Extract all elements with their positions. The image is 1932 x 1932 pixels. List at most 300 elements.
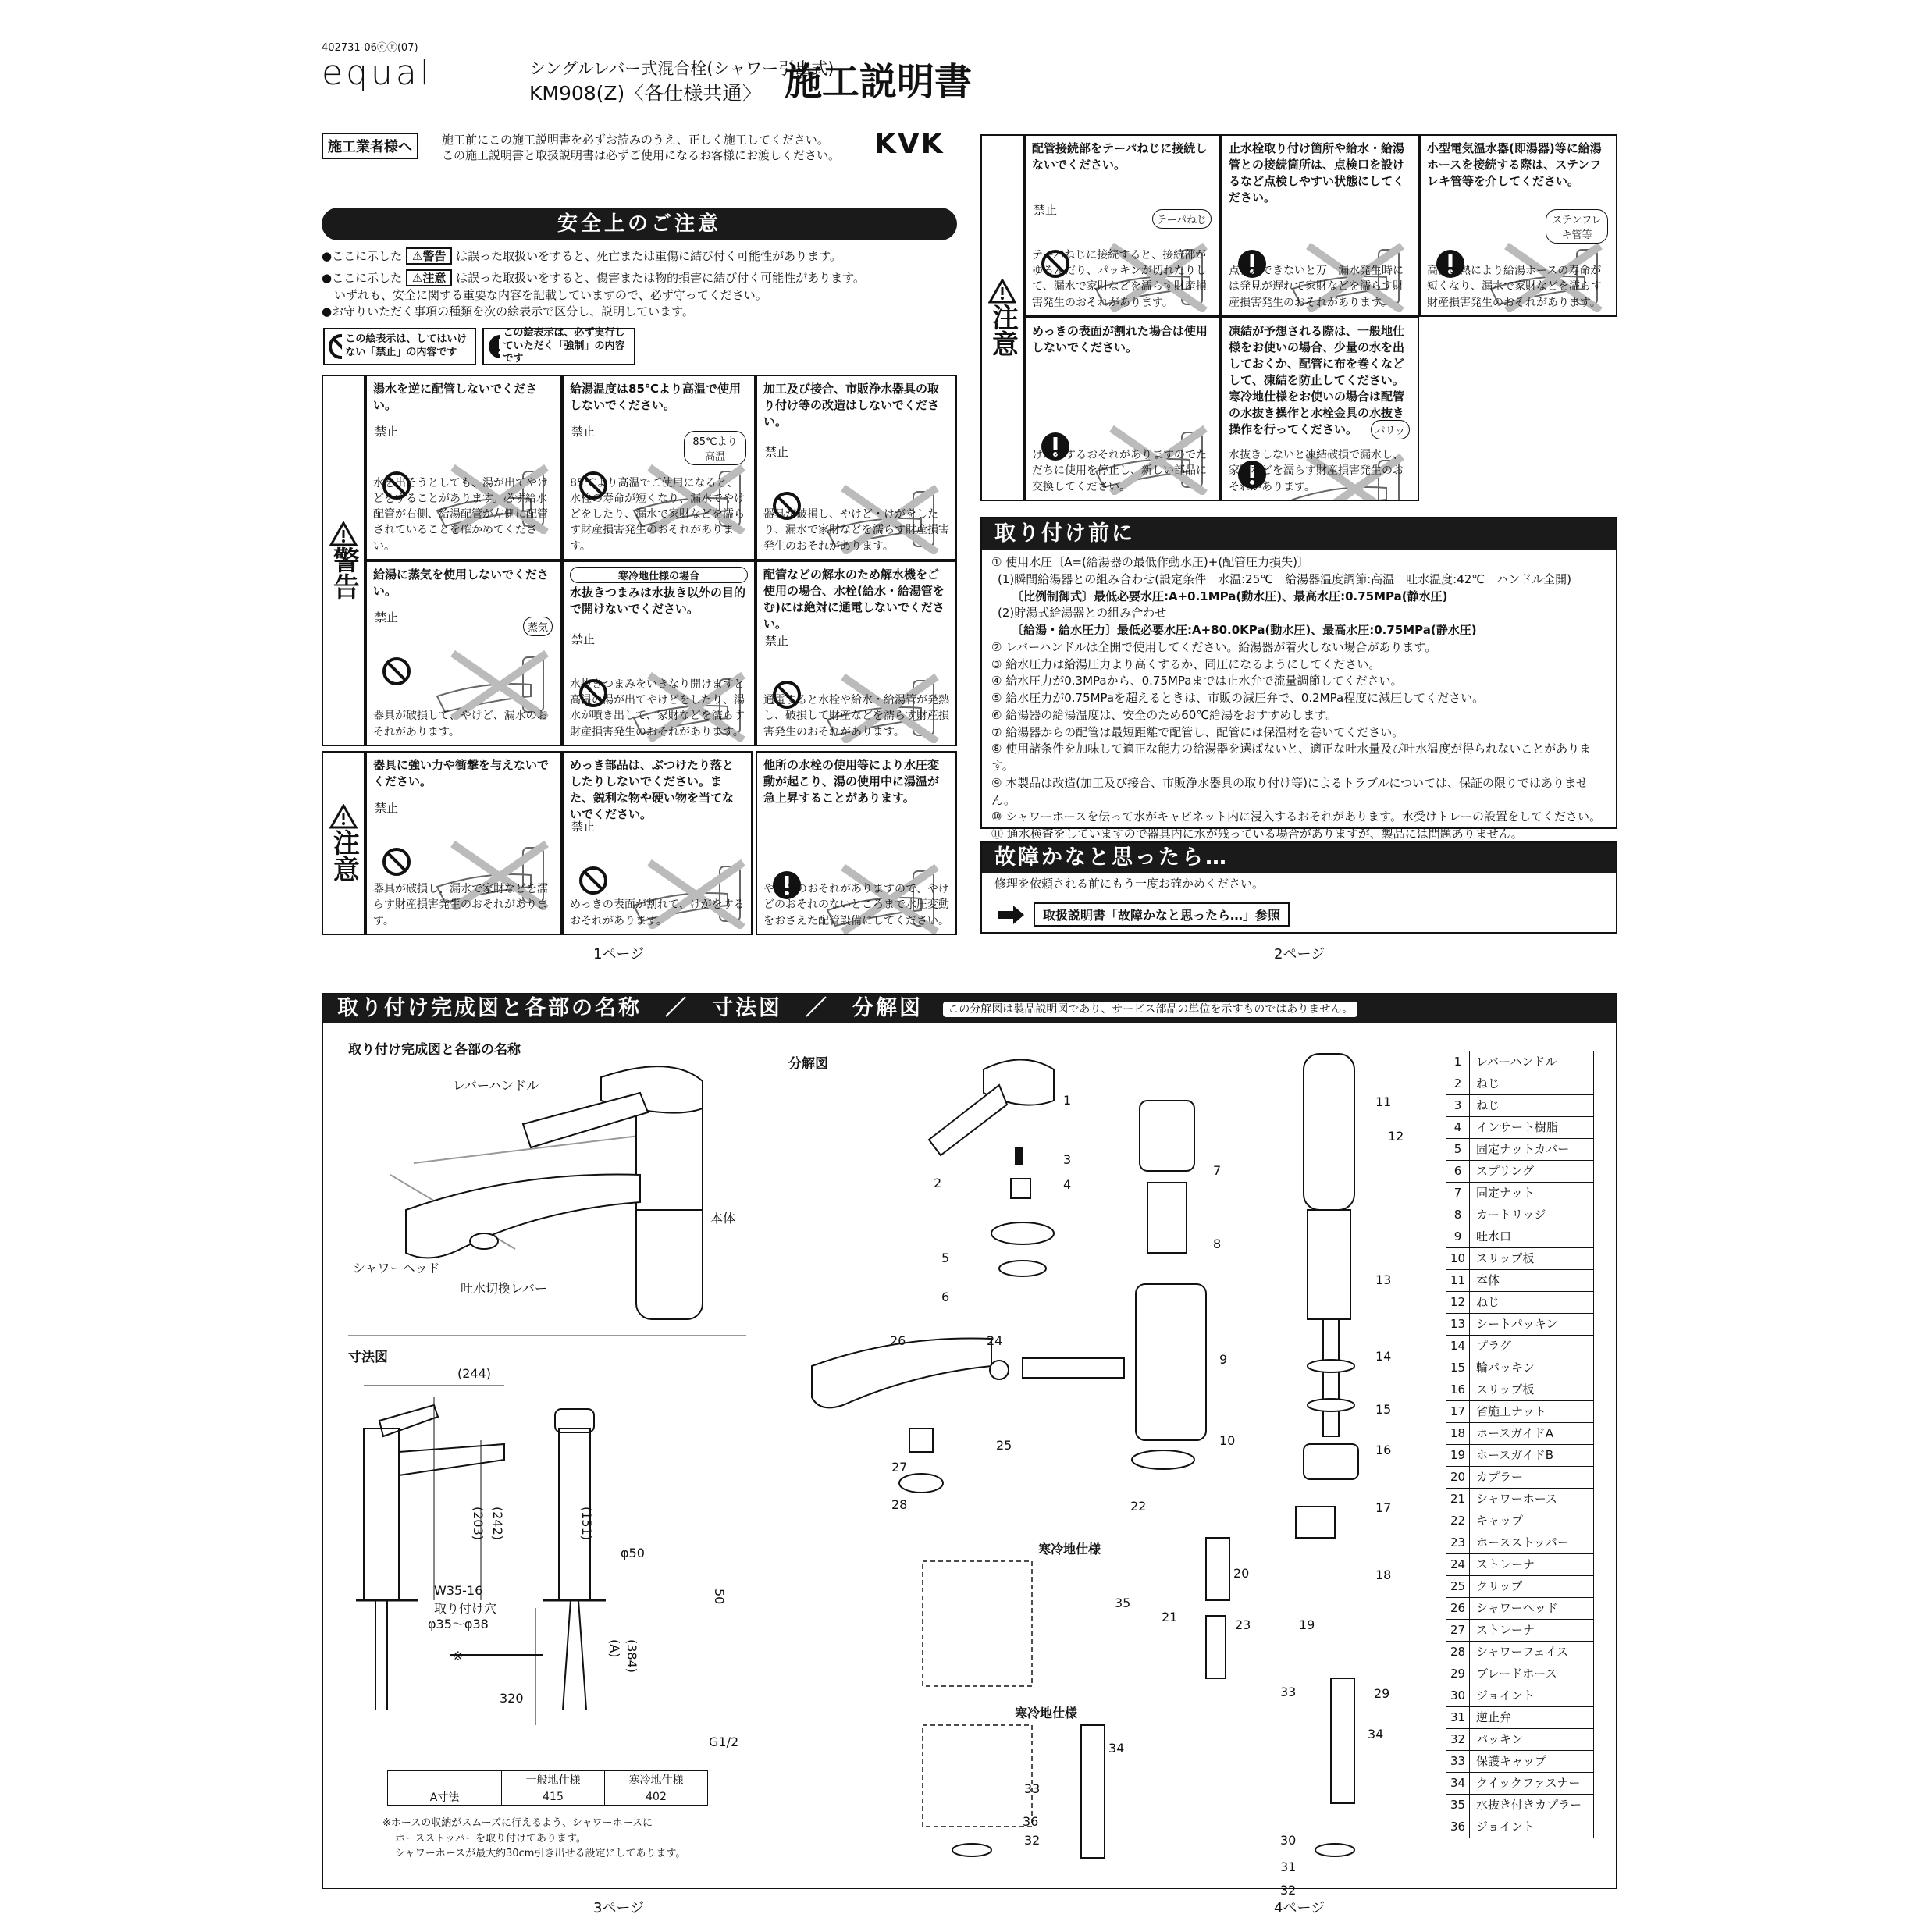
warn-badge: ⚠警告 xyxy=(406,247,452,265)
parts-row-name: 保護キャップ xyxy=(1476,1754,1547,1768)
parts-row xyxy=(1446,1051,1593,1073)
dim-note-mark: ※ xyxy=(453,1649,464,1663)
parts-row-name: シャワーフェイス xyxy=(1476,1645,1569,1659)
parts-row-name: クリップ xyxy=(1476,1579,1523,1593)
parts-row-name: クイックファスナー xyxy=(1476,1776,1581,1790)
parts-row-number: 32 xyxy=(1446,1729,1470,1750)
parts-row xyxy=(1446,1576,1593,1598)
dim-50: 50 xyxy=(712,1589,727,1605)
warning-side-text: 警告 xyxy=(328,546,360,600)
warning-cell-3-prohibit-mark: 禁止 xyxy=(765,445,789,459)
warning-cell-5-prohibit-mark: 禁止 xyxy=(571,632,596,646)
p2-caution-cell-2-body: 点検ができないと万一漏水発生時には発見が遅れて家財などを濡らす財産損害発生のおそれがあります。 xyxy=(1229,265,1404,309)
prohibit-icon xyxy=(381,846,412,877)
parts-row xyxy=(1446,1445,1593,1467)
dim-table-general: 415 xyxy=(502,1788,605,1806)
legend-mandatory xyxy=(482,328,635,365)
warning-cell-2-body: 85℃より高温でご使用になると、水栓の寿命が短くなり、漏水でやけどをしたり、漏水で家財などを濡らす財産損害発生のおそれがあります。 xyxy=(570,476,745,553)
dim-table-h-general: 一般地仕様 xyxy=(502,1771,605,1788)
dim-g12: G1/2 xyxy=(709,1735,739,1749)
caution-cell-2-icon-wrap xyxy=(571,818,595,834)
installer-label: 施工業者様へ xyxy=(322,133,418,159)
parts-row xyxy=(1446,1795,1593,1816)
before-install-item: ⑦ 給湯器からの配管は最短距離で配管し、配管には保温材を巻いてください。 xyxy=(991,724,1404,739)
parts-row-number: 29 xyxy=(1446,1663,1470,1685)
legend-prohibit xyxy=(323,328,476,365)
warning-cell-2-prohibit-mark: 禁止 xyxy=(571,425,596,439)
parts-row xyxy=(1446,1663,1593,1685)
parts-row-number: 25 xyxy=(1446,1576,1470,1597)
parts-row xyxy=(1446,1685,1593,1707)
p2-caution-cell-5 xyxy=(1221,317,1419,501)
parts-row-name: シャワーヘッド xyxy=(1476,1601,1558,1615)
parts-row-number: 28 xyxy=(1446,1642,1470,1663)
warning-cell-3-icon-wrap xyxy=(765,443,788,460)
label-shower-head: シャワーヘッド xyxy=(353,1261,440,1276)
warning-cell-6-body: 通電すると水栓や給水・給湯管が発熱し、破損して財産などを濡らす財産損害発生のおそれがあります。 xyxy=(763,694,949,738)
warning-cell-5 xyxy=(562,560,756,746)
warning-cell-1-prohibit-mark: 禁止 xyxy=(375,425,399,439)
p2-caution-cell-5-title: 凍結が予想される際は、一般地仕様をお使いの場合、少量の水を出しておくか、配管に布を巻くなどして、凍結を防止してください。寒冷地仕様をお使いの場合は配管の水抜き操作と水栓金具の水抜き操作を行ってください。 xyxy=(1229,324,1405,436)
parts-row-number: 31 xyxy=(1446,1707,1470,1728)
exploded-callout-8: 8 xyxy=(1213,1236,1222,1251)
parts-row-name: カプラー xyxy=(1476,1470,1524,1484)
exploded-callout-18: 18 xyxy=(1375,1567,1392,1582)
warning-cell-1-icon-wrap xyxy=(375,423,398,439)
dim-hole-size: φ35～φ38 xyxy=(428,1617,489,1631)
exploded-callout-32: 32 xyxy=(1280,1883,1297,1898)
warning-cell-2 xyxy=(562,375,756,560)
parts-row-number: 34 xyxy=(1446,1773,1470,1794)
parts-row-number: 20 xyxy=(1446,1467,1470,1488)
caution-cell-2-prohibit-mark: 禁止 xyxy=(571,820,596,834)
before-install-list xyxy=(982,550,1616,848)
parts-row-number: 36 xyxy=(1446,1816,1470,1838)
exploded-callout-13: 13 xyxy=(1375,1272,1392,1287)
exploded-callout-10: 10 xyxy=(1219,1433,1236,1448)
parts-row xyxy=(1446,1117,1593,1139)
parts-row-number: 15 xyxy=(1446,1357,1470,1379)
parts-row-number: 19 xyxy=(1446,1445,1470,1466)
warning-cell-4-note: 蒸気 xyxy=(523,617,553,636)
parts-row xyxy=(1446,1620,1593,1642)
p2-caution-cell-3 xyxy=(1419,134,1617,317)
warning-cell-3-title: 加工及び接合、市販浄水器具の取り付け等の改造はしないでください。 xyxy=(763,382,940,429)
parts-row-name: 水抜き付きカプラー xyxy=(1476,1798,1582,1812)
parts-row-number: 5 xyxy=(1446,1139,1470,1160)
exploded-callout-34: 34 xyxy=(1368,1727,1384,1742)
parts-row-name: ストレーナ xyxy=(1476,1623,1535,1637)
caution-cell-3 xyxy=(756,751,957,935)
safety-line1: ●ここに示した ⚠警告 は誤った取扱いをすると、死亡または重傷に結び付く可能性があります。 xyxy=(322,249,841,263)
exploded-callout-15: 15 xyxy=(1375,1402,1392,1417)
prohibit-icon xyxy=(381,656,412,687)
parts-row-number: 21 xyxy=(1446,1489,1470,1510)
exploded-callout-34-b: 34 xyxy=(1108,1741,1125,1756)
exploded-callout-22: 22 xyxy=(1130,1499,1147,1514)
parts-row-number: 2 xyxy=(1446,1073,1470,1094)
parts-row-name: シートパッキン xyxy=(1476,1317,1558,1331)
trouble-ref-row xyxy=(998,902,1290,927)
warning-cell-1-title: 湯水を逆に配管しないでください。 xyxy=(373,382,538,412)
before-install-item: ⑪ 通水検査をしていますので器具内に水が残っている場合がありますが、製品には問題ありません。 xyxy=(991,827,1523,841)
before-install-item: ④ 給水圧力が0.3MPaから、0.75MPaまでは止水弁で流量調節してください。 xyxy=(991,674,1403,688)
p2-caution-cell-1-body: テーパねじに接続すると、接続部がゆるんだり、パッキンが切れたりして、漏水で家財などを濡らす財産損害発生のおそれがあります。 xyxy=(1032,248,1207,309)
warning-triangle-icon xyxy=(329,521,358,546)
parts-row xyxy=(1446,1270,1593,1292)
dim-244: (244) xyxy=(457,1366,492,1381)
dim-203: (203) xyxy=(471,1507,486,1541)
exploded-callout-33-b: 33 xyxy=(1024,1781,1041,1796)
before-install-item: ② レバーハンドルは全開で使用してください。給湯器が着火しない場合があります。 xyxy=(991,639,1437,654)
parts-row xyxy=(1446,1510,1593,1532)
exploded-callout-19: 19 xyxy=(1299,1617,1315,1632)
dim-notes xyxy=(382,1816,685,1862)
exploded-callout-29: 29 xyxy=(1374,1686,1390,1701)
parts-row xyxy=(1446,1598,1593,1620)
parts-row-name: スプリング xyxy=(1476,1164,1535,1178)
before-install-box xyxy=(980,517,1617,841)
p2-caution-cell-1 xyxy=(1024,134,1221,317)
exploded-callout-16: 16 xyxy=(1375,1443,1392,1457)
parts-row-name: 吐水口 xyxy=(1476,1229,1512,1244)
prohibit-icon xyxy=(578,865,609,896)
dim-title: 寸法図 xyxy=(348,1350,388,1365)
divider xyxy=(348,1335,746,1336)
before-install-item: 〔給湯・給水圧力〕最低必要水圧:A+80.0KPa(動水圧)、最高水圧:0.75MPa(静水圧) xyxy=(1012,623,1477,637)
parts-row-number: 27 xyxy=(1446,1620,1470,1641)
caution-badge: ⚠注意 xyxy=(406,269,452,286)
label-lever-handle: レバーハンドル xyxy=(453,1078,539,1093)
trouble-box xyxy=(980,841,1617,934)
p2-caution-side-text: 注意 xyxy=(987,304,1019,357)
warning-cell-1 xyxy=(365,375,562,560)
parts-row xyxy=(1446,1292,1593,1314)
parts-row-number: 33 xyxy=(1446,1751,1470,1772)
caution-cell-1-body: 器具が破損し、漏水で家財などを濡らす財産損害発生のおそれがあります。 xyxy=(373,883,548,927)
parts-row-number: 10 xyxy=(1446,1248,1470,1269)
exploded-callout-4: 4 xyxy=(1063,1177,1072,1192)
parts-row xyxy=(1446,1204,1593,1226)
exploded-callout-1: 1 xyxy=(1063,1093,1072,1108)
safety-line4: ●お守りいただく事項の種類を次の絵表示で区分し、説明しています。 xyxy=(322,304,694,319)
dim-table xyxy=(387,1770,708,1806)
parts-row xyxy=(1446,1489,1593,1510)
p2-caution-cell-1-title: 配管接続部をテーパねじに接続しないでください。 xyxy=(1032,141,1208,172)
warning-cell-6-icon-wrap xyxy=(765,632,788,649)
warning-cell-3-body: 器具が破損し、やけど・けがをしたり、漏水で家財などを濡らす財産損害発生のおそれがあります。 xyxy=(763,508,949,553)
parts-row-name: 輪パッキン xyxy=(1476,1361,1535,1375)
exploded-callout-27: 27 xyxy=(891,1460,908,1475)
parts-row-number: 11 xyxy=(1446,1270,1470,1291)
warning-side-label xyxy=(322,375,365,746)
parts-row-name: ねじ xyxy=(1476,1076,1500,1091)
dim-note-2: ホースストッパーを取り付けてあります。 xyxy=(395,1832,586,1845)
exploded-callout-5: 5 xyxy=(941,1251,950,1265)
brand-logo: equal xyxy=(322,53,433,93)
parts-row xyxy=(1446,1729,1593,1751)
trouble-title: 故障かなと思ったら… xyxy=(982,843,1616,873)
parts-row-name: キャップ xyxy=(1476,1514,1524,1528)
parts-row xyxy=(1446,1336,1593,1357)
exploded-callout-6: 6 xyxy=(941,1290,950,1304)
exploded-callout-14: 14 xyxy=(1375,1349,1392,1364)
doc-code: 402731-06ⓒⓡ(07) xyxy=(322,42,418,54)
p2-caution-cell-3-note: ステンフレキ管等 xyxy=(1546,209,1608,244)
caution-cell-1 xyxy=(365,751,562,935)
parts-row xyxy=(1446,1707,1593,1729)
p2-caution-cell-3-title: 小型電気温水器(即湯器)等に給湯ホースを接続する際は、ステンフレキ管等を介してください。 xyxy=(1427,141,1602,188)
parts-row xyxy=(1446,1248,1593,1270)
dim-phi50: φ50 xyxy=(621,1546,645,1560)
dim-table-corner xyxy=(388,1771,502,1788)
exploded-callout-11: 11 xyxy=(1375,1094,1392,1109)
dim-320: 320 xyxy=(500,1691,524,1706)
warning-cell-4-title: 給湯に蒸気を使用しないでください。 xyxy=(373,568,550,598)
safety-intro xyxy=(322,248,962,321)
parts-row-name: インサート樹脂 xyxy=(1476,1120,1559,1134)
bottom-header xyxy=(323,994,1616,1023)
page-label-3: 3ページ xyxy=(593,1900,645,1916)
exploded-callout-32-b: 32 xyxy=(1024,1833,1041,1848)
parts-row xyxy=(1446,1095,1593,1117)
parts-row xyxy=(1446,1226,1593,1248)
doc-title: 施工説明書 xyxy=(785,60,973,104)
page-label-2: 2ページ xyxy=(1274,946,1325,962)
parts-row xyxy=(1446,1642,1593,1663)
caution-side-label xyxy=(322,751,365,935)
warning-cell-5-body: 水抜きつまみをいきなり開けますと高温の湯が出てやけどをしたり、湯水が噴き出して、家財などを濡らす財産損害発生のおそれがあります。 xyxy=(570,678,745,738)
warning-cell-4 xyxy=(365,560,562,746)
p2-caution-cell-4-title: めっきの表面が割れた場合は使用しないでください。 xyxy=(1032,324,1208,354)
dim-242: (242) xyxy=(490,1507,505,1541)
warning-cell-4-prohibit-mark: 禁止 xyxy=(375,610,399,624)
parts-row xyxy=(1446,1161,1593,1183)
caution-cell-1-title: 器具に強い力や衝撃を与えないでください。 xyxy=(373,758,550,788)
parts-row xyxy=(1446,1401,1593,1423)
caution-triangle-icon xyxy=(329,804,358,829)
p2-caution-cell-4-body: けがをするおそれがありますのでただちに使用を停止し、新しい部品に交換してください。 xyxy=(1032,449,1207,493)
dim-151: (151) xyxy=(579,1507,594,1541)
exploded-callout-2: 2 xyxy=(934,1176,942,1190)
parts-row-name: ホースストッパー xyxy=(1476,1535,1569,1550)
kvk-logo: KVK xyxy=(874,128,945,160)
parts-row-number: 16 xyxy=(1446,1379,1470,1400)
parts-row-number: 23 xyxy=(1446,1532,1470,1553)
warning-cell-6 xyxy=(756,560,957,746)
parts-row-name: プラグ xyxy=(1476,1339,1512,1353)
before-install-item: ⑤ 給水圧力が0.75MPaを超えるときは、市販の減圧弁で、0.2MPa程度に減圧してください。 xyxy=(991,691,1485,705)
parts-row-name: 逆止弁 xyxy=(1476,1710,1512,1724)
exploded-callout-31: 31 xyxy=(1280,1859,1297,1874)
parts-row xyxy=(1446,1532,1593,1554)
model-number: KM908(Z)〈各仕様共通〉 xyxy=(529,82,762,105)
parts-row xyxy=(1446,1073,1593,1095)
p2-caution-cell-2-title: 止水栓取り付け箇所や給水・給湯管との接続箇所は、点検口を設けるなど点検しやすい状態にしてください。 xyxy=(1229,141,1405,205)
parts-row-name: シャワーホース xyxy=(1476,1492,1557,1506)
mandatory-icon xyxy=(487,333,500,360)
parts-row-number: 35 xyxy=(1446,1795,1470,1816)
warning-cell-3 xyxy=(756,375,957,560)
caution-cell-2 xyxy=(562,751,753,935)
installer-note-line1: 施工前にこの施工説明書を必ずお読みのうえ、正しく施工してください。 xyxy=(442,133,829,147)
parts-row xyxy=(1446,1554,1593,1576)
installer-note xyxy=(442,132,840,164)
exploded-callout-9: 9 xyxy=(1219,1352,1228,1367)
parts-row-name: ねじ xyxy=(1476,1098,1500,1112)
legend-mandatory-text: この絵表示は、必ず実行していただく「強制」の内容です xyxy=(503,326,625,365)
dim-note-1: ※ホースの収納がスムーズに行えるよう、シャワーホースに xyxy=(382,1817,653,1829)
dim-table-h-cold: 寒冷地仕様 xyxy=(605,1771,708,1788)
before-install-item: ⑨ 本製品は改造(加工及び接合、市販浄水器具の取り付け等)によるトラブルについては、保証の限りではありません。 xyxy=(991,775,1589,807)
caution-cell-2-title: めっき部品は、ぶつけたり落としたりしないでください。また、鋭利な物や硬い物を当てないでください。 xyxy=(570,758,735,821)
parts-row-number: 7 xyxy=(1446,1183,1470,1204)
page-label-1: 1ページ xyxy=(593,946,645,962)
exploded-callout-3: 3 xyxy=(1063,1152,1072,1167)
dim-table-row-label: A寸法 xyxy=(388,1788,502,1806)
p2-caution-cell-4 xyxy=(1024,317,1221,501)
parts-row xyxy=(1446,1314,1593,1336)
before-install-item: ⑥ 給湯器の給湯温度は、安全のため60℃給湯をおすすめします。 xyxy=(991,707,1338,722)
before-install-item: ① 使用水圧〔A=(給湯器の最低作動水圧)+(配管圧力損失)〕 xyxy=(991,555,1310,569)
cold-label-1: 寒冷地仕様 xyxy=(1038,1542,1101,1557)
trouble-text: 修理を依頼される前にもう一度お確かめください。 xyxy=(994,877,1265,891)
parts-row xyxy=(1446,1379,1593,1401)
warning-cell-2-title: 給湯温度は85℃より高温で使用しないでください。 xyxy=(570,382,742,412)
exploded-title: 分解図 xyxy=(788,1056,828,1072)
warning-cell-5-icon-wrap xyxy=(571,631,595,647)
p2-caution-cell-1-icon-wrap xyxy=(1034,201,1057,218)
p2-caution-cell-2 xyxy=(1221,134,1419,317)
exploded-callout-26: 26 xyxy=(890,1333,906,1348)
label-body: 本体 xyxy=(710,1211,736,1226)
parts-list xyxy=(1446,1051,1594,1838)
exploded-callout-17: 17 xyxy=(1375,1500,1392,1515)
parts-row-number: 3 xyxy=(1446,1095,1470,1116)
caution-cell-3-body: やけどのおそれがありますので、やけどのおそれのないところまで水圧変動をおさえた配管設備にしてください。 xyxy=(763,883,949,927)
caution-cell-2-body: めっきの表面が割れて、けがをするおそれがあります。 xyxy=(570,898,745,927)
parts-row-number: 22 xyxy=(1446,1510,1470,1532)
parts-row xyxy=(1446,1183,1593,1204)
exploded-callout-21: 21 xyxy=(1162,1610,1178,1624)
before-install-item: (1)瞬間給湯器との組み合わせ(設定条件 水温:25℃ 給湯器温度調節:高温 吐水温度:42℃ ハンドル全開) xyxy=(998,571,1571,586)
p2-caution-cell-1-note: テーパねじ xyxy=(1152,209,1212,229)
caution-cell-1-icon-wrap xyxy=(375,799,398,816)
installer-note-line2: この施工説明書と取扱説明書は必ずご使用になるお客様にお渡しください。 xyxy=(442,148,841,163)
parts-row xyxy=(1446,1773,1593,1795)
safety-title: 安全上のご注意 xyxy=(322,208,957,240)
prohibit-icon xyxy=(328,333,342,360)
before-install-item: ⑩ シャワーホースを伝って水がキャビネット内に浸入するおそれがあります。水受けトレーの設置をしてください。 xyxy=(991,809,1601,824)
dim-note-3: シャワーホースが最大約30cm引き出せる設定にしてあります。 xyxy=(395,1848,686,1859)
p2-caution-triangle-icon xyxy=(988,279,1016,304)
caution-cell-3-title: 他所の水栓の使用等により水圧変動が起こり、湯の使用中に湯温が急上昇することがあります。 xyxy=(763,758,940,805)
parts-row-number: 30 xyxy=(1446,1685,1470,1706)
label-switch-lever: 吐水切換レバー xyxy=(461,1281,547,1296)
parts-row-number: 1 xyxy=(1446,1051,1470,1073)
warning-cell-2-icon-wrap xyxy=(571,423,595,439)
parts-row xyxy=(1446,1357,1593,1379)
before-install-item: (2)貯湯式給湯器との組み合わせ xyxy=(998,606,1167,621)
parts-row-name: ホースガイドA xyxy=(1476,1426,1554,1440)
parts-row-number: 14 xyxy=(1446,1336,1470,1357)
exploded-callout-23: 23 xyxy=(1235,1617,1251,1632)
page-label-4: 4ページ xyxy=(1274,1900,1325,1916)
exploded-callout-24: 24 xyxy=(987,1333,1003,1348)
safety-line3: いずれも、安全に関する重要な内容を記載していますので、必ず守ってください。 xyxy=(334,287,767,302)
exploded-callout-30: 30 xyxy=(1280,1833,1297,1848)
parts-row-number: 12 xyxy=(1446,1292,1470,1313)
parts-row-name: 固定ナット xyxy=(1476,1186,1535,1200)
parts-row-number: 18 xyxy=(1446,1423,1470,1444)
before-install-title: 取り付け前に xyxy=(982,518,1616,550)
dim-w35-16: W35-16 xyxy=(434,1583,483,1598)
product-desc: シングルレバー式混合栓(シャワー引出式) xyxy=(529,59,834,78)
exploded-callout-7: 7 xyxy=(1213,1163,1222,1178)
parts-row-name: レバーハンドル xyxy=(1476,1055,1557,1069)
caution-side-text: 注意 xyxy=(328,829,360,882)
warning-cell-4-icon-wrap xyxy=(375,609,398,625)
parts-row-name: ジョイント xyxy=(1476,1820,1535,1834)
warning-cell-2-note: 85℃より高温 xyxy=(684,431,746,465)
parts-row-name: ストレーナ xyxy=(1476,1557,1535,1571)
parts-row-name: ねじ xyxy=(1476,1295,1500,1309)
warning-cell-1-body: 水を出そうとしても、湯が出てやけどをすることがあります。必ず給水配管が右側、給湯配管が左側に配管されていることを確かめてください。 xyxy=(373,476,548,553)
exploded-callout-33: 33 xyxy=(1280,1685,1297,1699)
parts-row-name: カートリッジ xyxy=(1476,1208,1546,1222)
p2-caution-cell-5-note: パリッ xyxy=(1371,420,1410,439)
parts-row-name: ブレードホース xyxy=(1476,1667,1557,1681)
parts-row-name: スリップ板 xyxy=(1476,1251,1535,1265)
parts-row xyxy=(1446,1751,1593,1773)
before-install-item: 〔比例制御式〕最低必要水圧:A+0.1MPa(動水圧)、最高水圧:0.75MPa(静水圧) xyxy=(1012,589,1448,603)
parts-row xyxy=(1446,1467,1593,1489)
parts-row-number: 26 xyxy=(1446,1598,1470,1619)
assembly-title: 取り付け完成図と各部の名称 xyxy=(348,1042,521,1058)
dim-table-cold: 402 xyxy=(605,1788,708,1806)
parts-row-number: 8 xyxy=(1446,1204,1470,1226)
parts-row-number: 9 xyxy=(1446,1226,1470,1247)
parts-row-name: 固定ナットカバー xyxy=(1476,1142,1570,1156)
parts-row-name: 本体 xyxy=(1476,1273,1500,1287)
parts-row-number: 13 xyxy=(1446,1314,1470,1335)
exploded-callout-28: 28 xyxy=(891,1497,908,1512)
parts-row-number: 4 xyxy=(1446,1117,1470,1138)
p2-caution-cell-1-prohibit-mark: 禁止 xyxy=(1034,203,1058,217)
parts-row xyxy=(1446,1816,1593,1838)
legend-prohibit-text: この絵表示は、してはいけない「禁止」の内容です xyxy=(345,333,468,358)
warning-cell-5-title: 水抜きつまみは水抜き以外の目的で開けないでください。 xyxy=(570,585,746,616)
before-install-item: ③ 給水圧力は給湯圧力より高くするか、同圧になるようにしてください。 xyxy=(991,656,1381,671)
bottom-title: 取り付け完成図と各部の名称 ／ 寸法図 ／ 分解図 xyxy=(337,996,923,1020)
parts-row-number: 6 xyxy=(1446,1161,1470,1182)
exploded-callout-20: 20 xyxy=(1233,1566,1250,1581)
safety-line2: ●ここに示した ⚠注意 は誤った取扱いをすると、傷害または物的損害に結び付く可能性があります。 xyxy=(322,270,865,285)
parts-row-name: ホースガイドB xyxy=(1476,1448,1554,1462)
exploded-callout-25: 25 xyxy=(996,1438,1012,1453)
parts-row-name: スリップ板 xyxy=(1476,1382,1535,1397)
parts-row-name: 省施工ナット xyxy=(1476,1404,1546,1418)
warning-cell-5-tag: 寒冷地仕様の場合 xyxy=(570,567,748,583)
parts-row xyxy=(1446,1423,1593,1445)
dimension-drawing xyxy=(348,1366,754,1749)
bottom-disclaimer: この分解図は製品説明図であり、サービス部品の単位を示すものではありません。 xyxy=(943,1002,1357,1017)
cold-label-2: 寒冷地仕様 xyxy=(1015,1706,1078,1720)
p2-caution-cell-5-body: 水抜きしないと凍結破損で漏水し、家財などを濡らす財産損害発生のおそれがあります。 xyxy=(1229,449,1404,493)
p2-caution-side xyxy=(980,134,1024,501)
trouble-ref: 取扱説明書「故障かなと思ったら…」参照 xyxy=(1034,902,1290,927)
arrow-right-icon xyxy=(998,906,1024,924)
